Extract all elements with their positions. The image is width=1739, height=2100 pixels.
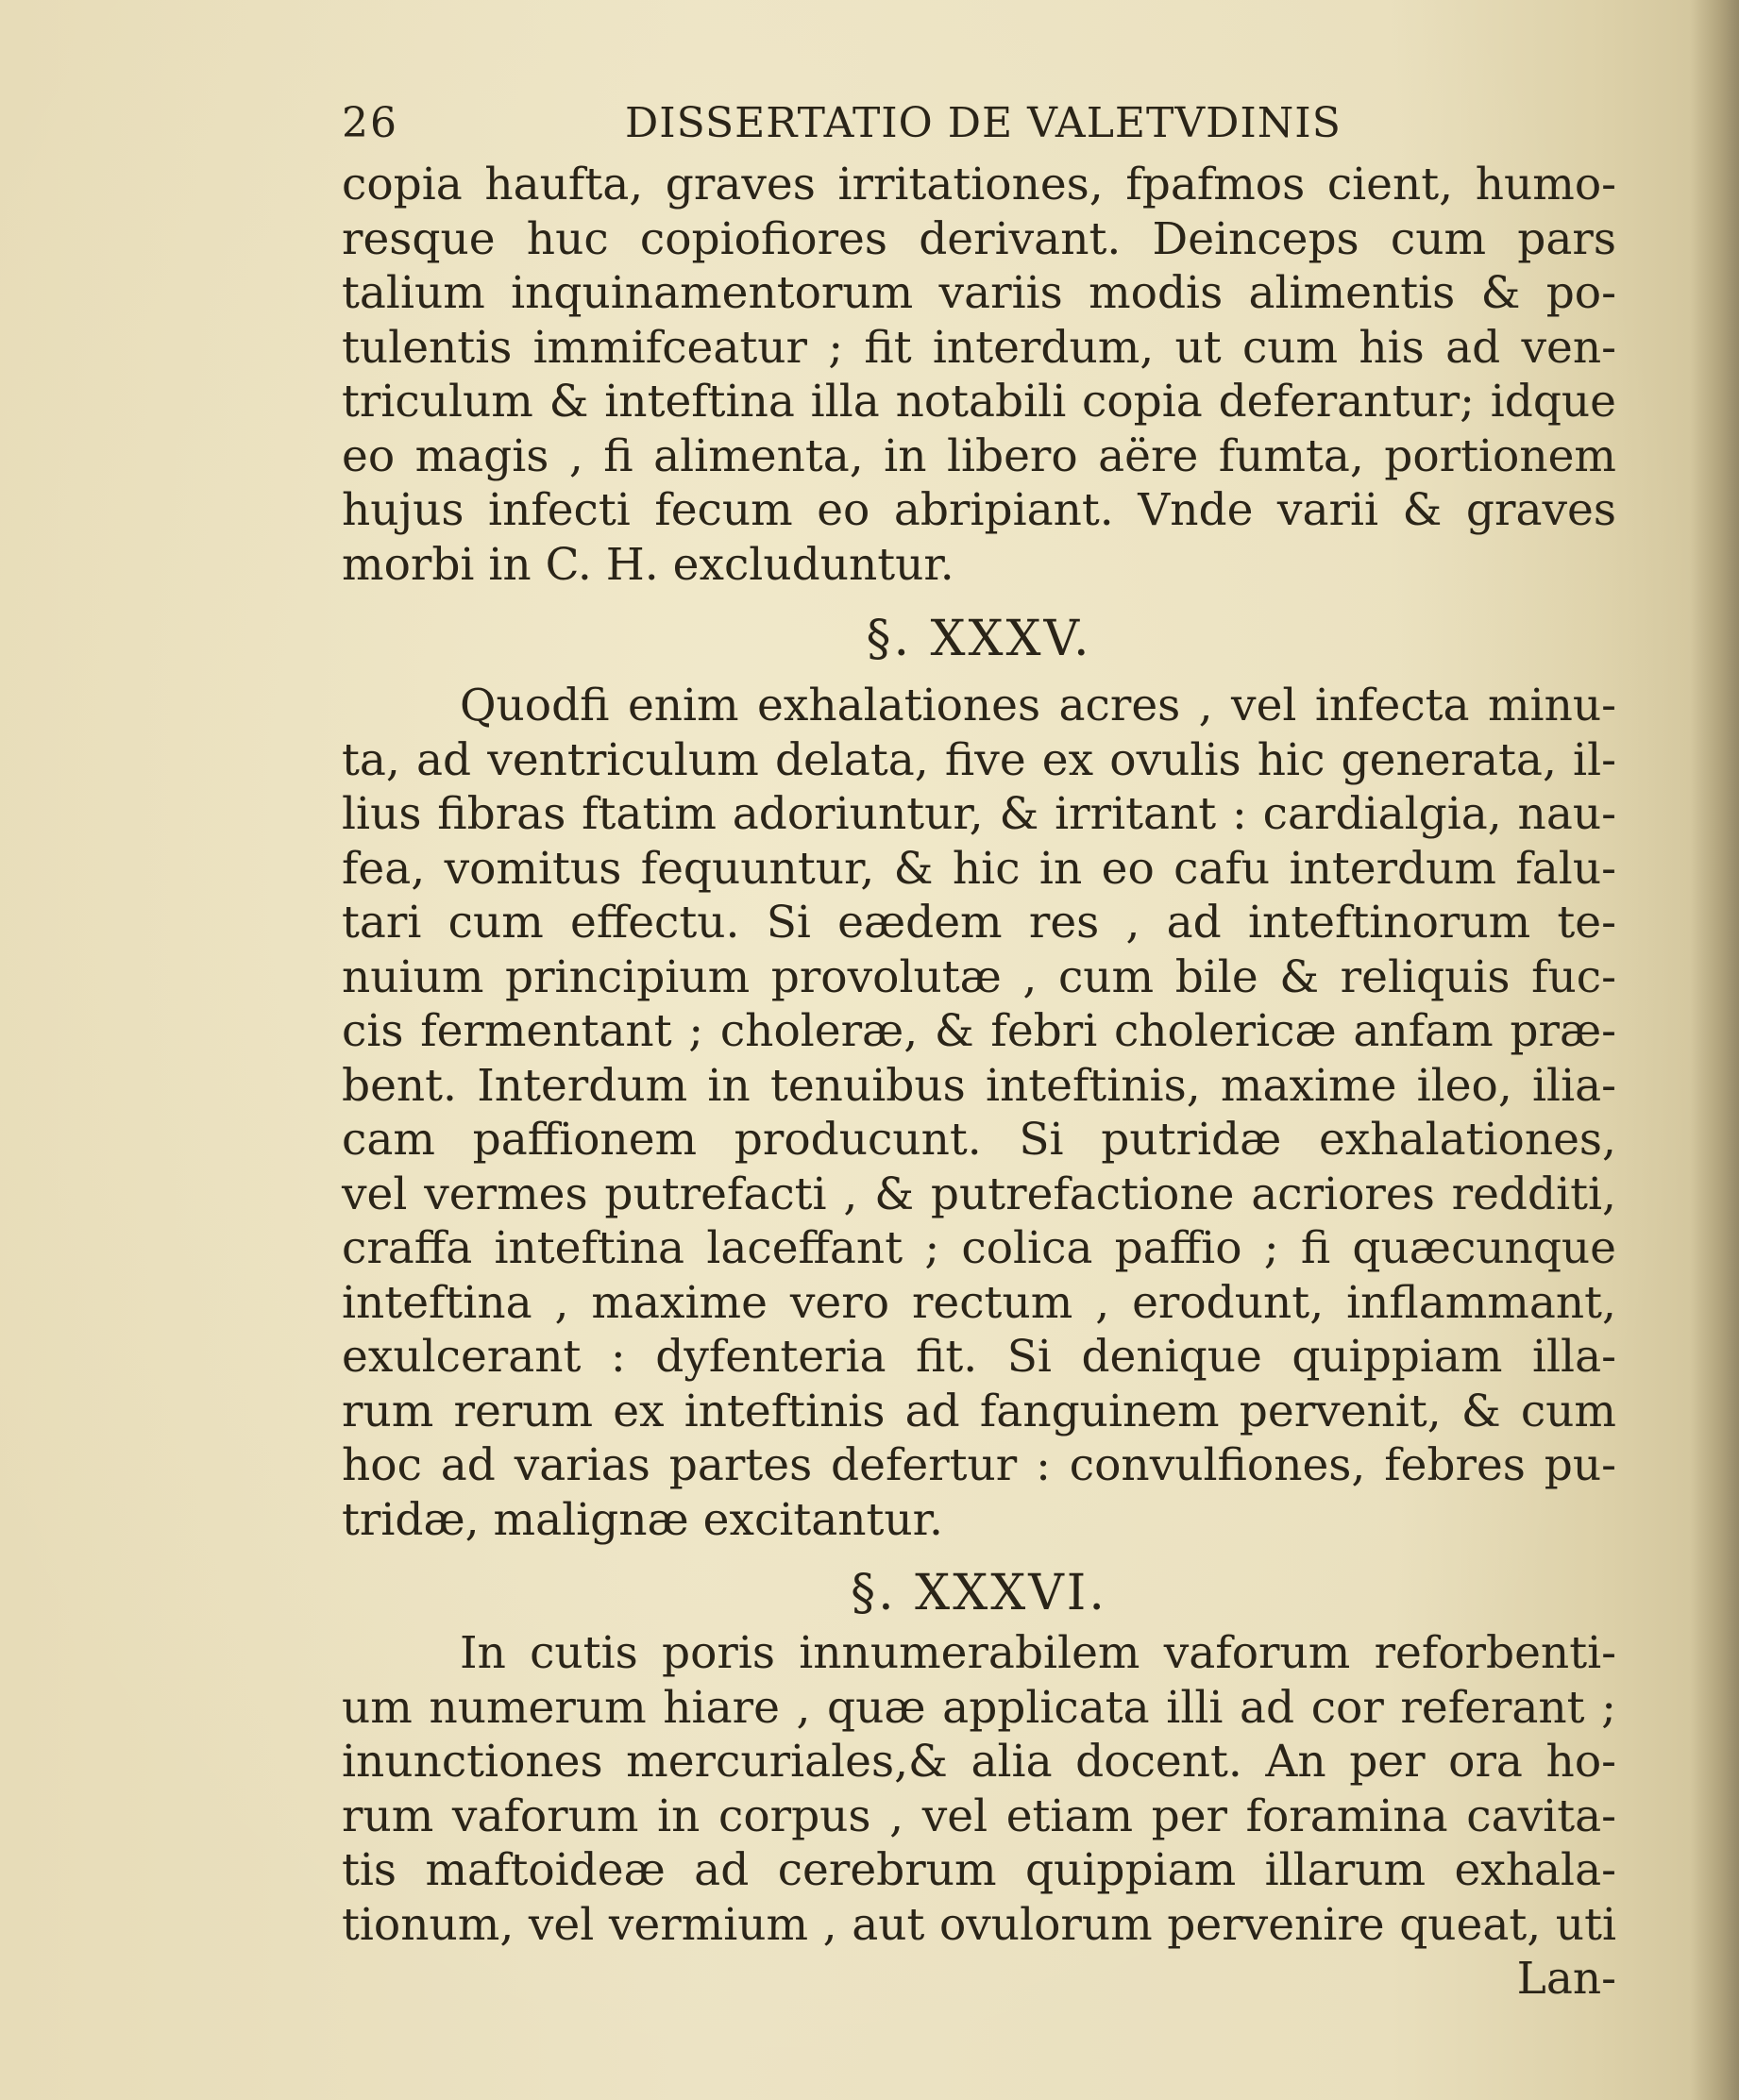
text-line: tulentis immifceatur ; fit interdum, ut cum his ad ven-: [342, 321, 1616, 374]
page-number: 26: [342, 99, 398, 147]
text-line: Quodfi enim exhalationes acres , vel infecta minu-: [460, 680, 1616, 731]
text-line: rum vaforum in corpus , vel etiam per foramina cavita-: [342, 1789, 1616, 1842]
text-line: nuium principium provolutæ , cum bile & reliquis fuc-: [342, 950, 1616, 1003]
text-line: morbi in C. H. excluduntur.: [342, 538, 954, 591]
text-line: bent. Interdum in tenuibus inteftinis, maxime ileo, ilia-: [342, 1059, 1616, 1112]
page-gutter-shadow: [1690, 0, 1739, 2100]
text-block: [342, 99, 1616, 2007]
section-heading-xxxvi: §. XXXVI.: [851, 1565, 1107, 1621]
text-line: exulcerant : dyfenteria fit. Si denique quippiam illa-: [342, 1331, 1616, 1383]
text-line: craffa inteftina laceffant ; colica paffio ; fi quæcunque: [342, 1222, 1616, 1274]
catchword: Lan-: [1516, 1953, 1616, 2005]
text-line: triculum & inteftina illa notabili copia deferantur; idque: [342, 376, 1616, 428]
text-line: eo magis , fi alimenta, in libero aëre fumta, portionem: [342, 429, 1616, 482]
text-line: In cutis poris innumerabilem vaforum reforbenti-: [460, 1627, 1616, 1679]
section-heading-xxxv: §. XXXV.: [866, 611, 1092, 667]
running-head-title: DISSERTATIO DE VALETVDINIS: [625, 99, 1342, 147]
text-line: hoc ad varias partes defertur : convulfiones, febres pu-: [342, 1439, 1616, 1491]
text-line: ta, ad ventriculum delata, five ex ovulis hic generata, il-: [342, 733, 1616, 786]
text-line: resque huc copiofiores derivant. Deinceps cum pars: [342, 212, 1616, 265]
paragraph-2: [342, 679, 1616, 1547]
text-line: cam paffionem producunt. Si putridæ exhalationes,: [342, 1114, 1616, 1166]
text-line: tionum, vel vermium , aut ovulorum pervenire queat, uti: [342, 1898, 1616, 1951]
text-line: fea, vomitus fequuntur, & hic in eo cafu interdum falu-: [342, 842, 1616, 895]
text-line: hujus infecti fecum eo abripiant. Vnde varii & graves: [342, 484, 1616, 536]
text-line: lius fibras ftatim adoriuntur, & irritant : cardialgia, nau-: [342, 788, 1616, 840]
text-line: inunctiones mercuriales,& alia docent. An per ora ho-: [342, 1736, 1616, 1788]
text-line: tari cum effectu. Si eædem res , ad inteftinorum te-: [342, 897, 1616, 949]
text-line: tridæ, malignæ excitantur.: [342, 1493, 943, 1546]
text-line: rum rerum ex inteftinis ad fanguinem pervenit, & cum: [342, 1385, 1616, 1437]
paragraph-3: [342, 1626, 1616, 2007]
text-line: vel vermes putrefacti , & putrefactione acriores redditi,: [342, 1168, 1616, 1220]
running-head: [342, 99, 1616, 158]
text-line: inteftina , maxime vero rectum , erodunt, inflammant,: [342, 1276, 1616, 1329]
text-line: um numerum hiare , quæ applicata illi ad cor referant ;: [342, 1681, 1616, 1734]
text-line: cis fermentant ; choleræ, & febri cholericæ anfam præ-: [342, 1005, 1616, 1057]
text-line: copia haufta, graves irritationes, fpafmos cient, humo-: [342, 159, 1616, 210]
text-line: tis maftoideæ ad cerebrum quippiam illarum exhala-: [342, 1844, 1616, 1896]
text-line: talium inquinamentorum variis modis alimentis & po-: [342, 267, 1616, 319]
paragraph-1: [342, 158, 1616, 592]
